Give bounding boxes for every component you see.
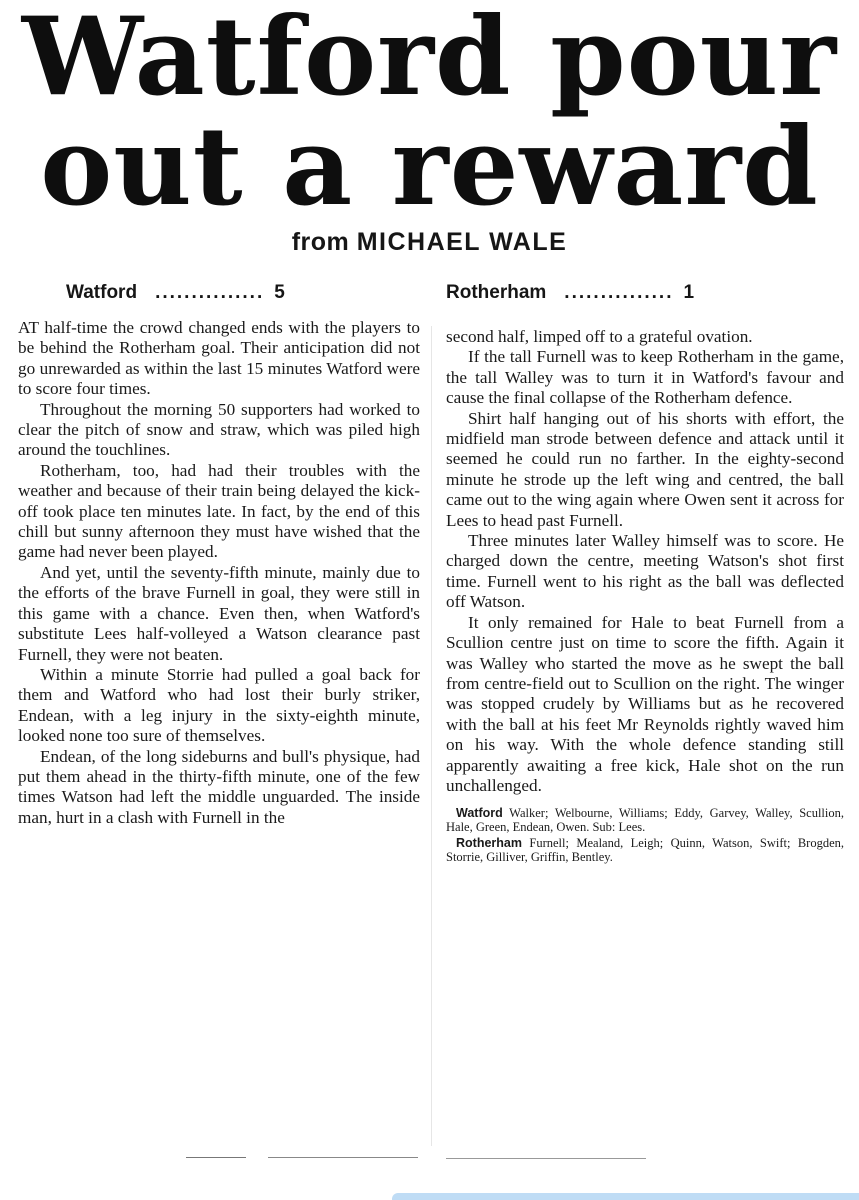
paragraph: Throughout the morning 50 supporters had worked to clear the pitch of snow and straw, which was piled high around the touchlines.	[18, 399, 420, 460]
paragraph: Shirt half hanging out of his shorts with effort, the midfield man strode between defence and attack until it seemed he could run no farther. In the eighty-second minute he strode up the left wing and centred, the ball came out to the wing again where Owen sent it across for Lees to head past Furnell.	[446, 408, 844, 530]
paragraph: Endean, of the long sideburns and bull's physique, had put them ahead in the thirty-fifth minute, one of the few times Watson had left the middle unguarded. The inside man, hurt in a clash with Furnell in the	[18, 746, 420, 827]
paragraph: Rotherham, too, had had their troubles with the weather and because of their train being delayed the kick-off took place ten minutes late. In fact, by the end of this chill but sunny afternoon they must have wished that the game had never been played.	[18, 460, 420, 562]
byline-author: MICHAEL WALE	[356, 228, 568, 256]
headline-line-2: out a reward	[40, 104, 819, 230]
viewer-edge-bar	[392, 1193, 859, 1200]
headline-line-1: Watford pour	[21, 0, 838, 120]
paragraph: Within a minute Storrie had pulled a goal back for them and Watford who had lost their burly striker, Endean, with a leg injury in the sixty-eighth minute, looked none too sure of themselves.	[18, 664, 420, 746]
away-lineup-label: Rotherham	[456, 836, 522, 851]
article-column-left	[18, 318, 420, 828]
footer-rule	[268, 1157, 418, 1158]
byline-prefix: from	[291, 228, 350, 256]
home-lineup-label: Watford	[456, 806, 503, 821]
paragraph: AT half-time the crowd changed ends with the players to be behind the Rotherham goal. Their anticipation did not go unrewarded as within the last 15 minutes Watford were to score four times.	[18, 318, 420, 399]
paragraph: It only remained for Hale to beat Furnell from a Scullion centre just on time to score the fifth. Again it was Walley who started the move as he swept the ball from centre-field out to Scullion on the right. The winger was stopped crudely by Williams but as he recovered with the ball at his feet Mr Reynolds rightly waved him on his way. With the whole defence standing still apparently awaiting a free kick, Hale shot on the run unchallenged.	[446, 612, 844, 795]
footer-rule	[446, 1158, 646, 1159]
score-home	[66, 282, 285, 304]
away-lineup	[446, 836, 844, 864]
away-team-name: Rotherham	[446, 282, 547, 303]
article-column-right	[446, 327, 844, 866]
score-leader-dots: ...............	[155, 282, 265, 303]
byline	[0, 228, 859, 257]
headline	[20, 0, 839, 230]
column-divider	[431, 326, 432, 1146]
home-team-score: 5	[274, 282, 285, 303]
away-lineup-players: Furnell; Mealand, Leigh; Quinn, Watson, Swift; Brogden, Storrie, Gilliver, Griffin, Bentley.	[446, 836, 845, 865]
home-team-name: Watford	[66, 282, 138, 303]
footer-rule	[186, 1157, 246, 1158]
away-team-score: 1	[683, 282, 695, 303]
team-lineups	[446, 806, 844, 864]
home-lineup	[446, 806, 844, 834]
paragraph: And yet, until the seventy-fifth minute, mainly due to the efforts of the brave Furnell in goal, they were still in this game with a chance. Even then, when Watford's substitute Lees half-volleyed a Watson clearance past Furnell, they were not beaten.	[18, 562, 420, 664]
paragraph: Three minutes later Walley himself was to score. He charged down the centre, meeting Watson's shot first time. Furnell went to his right as the ball was deflected off Watson.	[446, 531, 844, 612]
home-lineup-players: Walker; Welbourne, Williams; Eddy, Garvey, Walley, Scullion, Hale, Green, Endean, Owen. Sub: Lees.	[446, 806, 844, 835]
score-leader-dots: ...............	[564, 282, 674, 303]
paragraph: second half, limped off to a grateful ovation.	[446, 327, 753, 346]
paragraph: If the tall Furnell was to keep Rotherham in the game, the tall Walley was to turn it in Watford's favour and cause the final collapse of the Rotherham defence.	[446, 347, 844, 408]
score-away	[446, 282, 694, 304]
